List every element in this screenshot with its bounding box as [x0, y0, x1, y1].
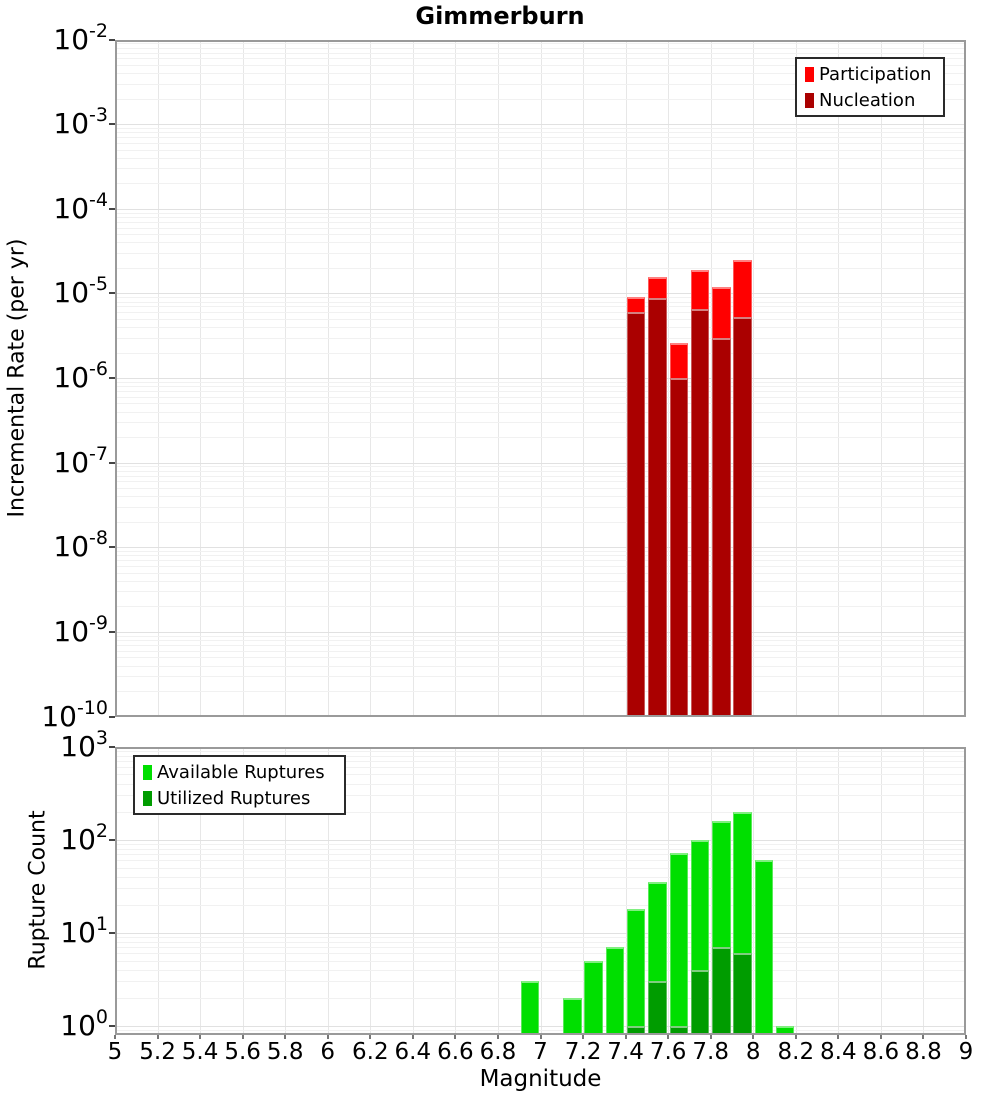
minor-gridline [115, 183, 966, 184]
y-tick-mark [109, 377, 115, 379]
minor-gridline [115, 953, 966, 954]
minor-gridline [115, 640, 966, 641]
bar-available-ruptures [563, 998, 581, 1035]
y-tick-label: $10^{-10}$ [41, 696, 108, 733]
x-tick-mark [327, 1035, 329, 1039]
participation-swatch-icon [805, 67, 814, 82]
minor-gridline [115, 386, 966, 387]
x-tick-label: 8.6 [862, 1039, 900, 1065]
minor-gridline [115, 168, 966, 169]
vertical-gridline [881, 747, 882, 1036]
x-tick-label: 7.4 [607, 1039, 644, 1065]
vertical-gridline [455, 747, 456, 1036]
minor-gridline [115, 143, 966, 144]
minor-gridline [115, 888, 966, 889]
minor-gridline [115, 466, 966, 467]
available-ruptures-swatch-icon [143, 765, 152, 780]
bar-nucleation [648, 298, 666, 716]
minor-gridline [115, 645, 966, 646]
major-gridline [115, 293, 966, 294]
minor-gridline [115, 228, 966, 229]
x-tick-label: 8.2 [777, 1039, 815, 1065]
minor-gridline [115, 942, 966, 943]
y-tick-label: $10^2$ [60, 819, 108, 856]
minor-gridline [115, 522, 966, 523]
minor-gridline [115, 691, 966, 692]
major-gridline [115, 547, 966, 548]
vertical-gridline [838, 747, 839, 1036]
minor-gridline [115, 947, 966, 948]
x-tick-mark [199, 1035, 201, 1039]
rate-legend [795, 57, 945, 117]
x-tick-mark [540, 1035, 542, 1039]
x-tick-mark [667, 1035, 669, 1039]
major-gridline [115, 632, 966, 633]
minor-gridline [115, 844, 966, 845]
minor-gridline [115, 860, 966, 861]
minor-gridline [115, 302, 966, 303]
y-tick-label: $10^{-8}$ [53, 527, 108, 564]
x-tick-mark [412, 1035, 414, 1039]
minor-gridline [115, 937, 966, 938]
minor-gridline [115, 297, 966, 298]
minor-gridline [115, 877, 966, 878]
bar-available-ruptures [606, 947, 624, 1035]
x-tick-label: 6 [320, 1039, 336, 1065]
minor-gridline [115, 651, 966, 652]
bar-utilized-ruptures [648, 981, 666, 1035]
major-gridline [115, 209, 966, 210]
minor-gridline [115, 606, 966, 607]
minor-gridline [115, 222, 966, 223]
legend-item-utilized-ruptures [143, 787, 336, 810]
x-tick-mark [922, 1035, 924, 1039]
legend-label-available-ruptures: Available Ruptures [157, 761, 325, 783]
minor-gridline [115, 481, 966, 482]
y-tick-label: $10^3$ [60, 726, 108, 763]
legend-label-nucleation: Nucleation [819, 89, 916, 111]
x-tick-mark [242, 1035, 244, 1039]
legend-item-nucleation [805, 89, 935, 112]
y-tick-mark [109, 546, 115, 548]
minor-gridline [115, 496, 966, 497]
minor-gridline [115, 905, 966, 906]
minor-gridline [115, 998, 966, 999]
count-legend [133, 755, 346, 815]
x-tick-label: 5.8 [266, 1039, 304, 1065]
minor-gridline [115, 961, 966, 962]
minor-gridline [115, 382, 966, 383]
minor-gridline [115, 560, 966, 561]
bar-available-ruptures [521, 981, 539, 1035]
x-tick-label: 9 [958, 1039, 974, 1065]
minor-gridline [115, 437, 966, 438]
y-tick-label: $10^{-7}$ [53, 442, 108, 479]
x-tick-label: 6.2 [352, 1039, 389, 1065]
minor-gridline [115, 591, 966, 592]
gridlines [115, 40, 966, 717]
minor-gridline [115, 353, 966, 354]
y-tick-label: $10^{-5}$ [53, 273, 108, 310]
x-tick-label: 6.8 [479, 1039, 517, 1065]
minor-gridline [115, 319, 966, 320]
minor-gridline [115, 137, 966, 138]
bar-nucleation [733, 317, 751, 716]
minor-gridline [115, 242, 966, 243]
minor-gridline [115, 48, 966, 49]
legend-label-participation: Participation [819, 63, 932, 85]
y-tick-mark [109, 932, 115, 934]
y-tick-mark [109, 123, 115, 125]
minor-gridline [115, 471, 966, 472]
x-tick-mark [710, 1035, 712, 1039]
bar-utilized-ruptures [627, 1026, 645, 1035]
minor-gridline [115, 868, 966, 869]
x-tick-label: 8 [745, 1039, 761, 1065]
minor-gridline [115, 43, 966, 44]
minor-gridline [115, 327, 966, 328]
minor-gridline [115, 573, 966, 574]
bar-available-ruptures [584, 961, 602, 1035]
x-tick-mark [114, 1035, 116, 1039]
major-gridline [115, 378, 966, 379]
minor-gridline [115, 555, 966, 556]
x-tick-mark [965, 1035, 967, 1039]
minor-gridline [115, 551, 966, 552]
minor-gridline [115, 128, 966, 129]
minor-gridline [115, 306, 966, 307]
bar-utilized-ruptures [670, 1026, 688, 1035]
y-tick-mark [109, 39, 115, 41]
legend-item-available-ruptures [143, 761, 336, 784]
vertical-gridline [413, 747, 414, 1036]
minor-gridline [115, 338, 966, 339]
vertical-gridline [923, 747, 924, 1036]
bar-available-ruptures [776, 1026, 794, 1035]
rate-plot-area [115, 40, 966, 717]
vertical-gridline [498, 747, 499, 1036]
legend-label-utilized-ruptures: Utilized Ruptures [157, 787, 311, 809]
y-tick-label: $10^{-9}$ [53, 611, 108, 648]
minor-gridline [115, 217, 966, 218]
y-tick-mark [109, 839, 115, 841]
x-tick-mark [284, 1035, 286, 1039]
bar-nucleation [670, 378, 688, 717]
y-tick-label: $10^{-4}$ [53, 188, 108, 225]
minor-gridline [115, 636, 966, 637]
minor-gridline [115, 981, 966, 982]
bar-utilized-ruptures [712, 947, 730, 1035]
minor-gridline [115, 676, 966, 677]
bar-available-ruptures [670, 853, 688, 1035]
minor-gridline [115, 422, 966, 423]
minor-gridline [115, 253, 966, 254]
bar-nucleation [691, 309, 709, 717]
x-tick-mark [625, 1035, 627, 1039]
y-tick-mark [109, 716, 115, 718]
minor-gridline [115, 488, 966, 489]
x-tick-label: 7.8 [692, 1039, 729, 1065]
minor-gridline [115, 566, 966, 567]
minor-gridline [115, 391, 966, 392]
y-tick-mark [109, 208, 115, 210]
y-tick-label: $10^{-3}$ [53, 104, 108, 141]
minor-gridline [115, 213, 966, 214]
y-tick-mark [109, 746, 115, 748]
nucleation-swatch-icon [805, 93, 814, 108]
y-tick-label: $10^0$ [60, 1005, 108, 1042]
major-gridline [115, 124, 966, 125]
minor-gridline [115, 132, 966, 133]
x-tick-label: 8.8 [905, 1039, 942, 1065]
x-tick-mark [582, 1035, 584, 1039]
y-tick-label: $10^{-6}$ [53, 358, 108, 394]
y-tick-mark [109, 631, 115, 633]
x-tick-mark [369, 1035, 371, 1039]
x-tick-mark [795, 1035, 797, 1039]
minor-gridline [115, 849, 966, 850]
bar-available-ruptures [755, 860, 773, 1035]
x-tick-label: 5 [107, 1039, 123, 1065]
legend-item-participation [805, 63, 935, 86]
minor-gridline [115, 476, 966, 477]
minor-gridline [115, 150, 966, 151]
minor-gridline [115, 854, 966, 855]
minor-gridline [115, 312, 966, 313]
major-gridline [115, 1026, 966, 1027]
major-gridline [115, 463, 966, 464]
bar-available-ruptures [627, 909, 645, 1035]
minor-gridline [115, 1030, 966, 1031]
minor-gridline [115, 507, 966, 508]
x-tick-label: 5.4 [181, 1039, 219, 1065]
x-tick-mark [880, 1035, 882, 1039]
y-tick-mark [109, 292, 115, 294]
vertical-gridline [796, 747, 797, 1036]
y-axis-label-incremental-rate: Incremental Rate (per yr) [4, 238, 30, 518]
x-tick-label: 7.6 [649, 1039, 687, 1065]
minor-gridline [115, 268, 966, 269]
x-tick-label: 8.4 [820, 1039, 857, 1065]
x-tick-mark [157, 1035, 159, 1039]
minor-gridline [115, 581, 966, 582]
minor-gridline [115, 403, 966, 404]
y-tick-mark [109, 462, 115, 464]
x-tick-mark [454, 1035, 456, 1039]
bar-nucleation [712, 338, 730, 717]
bar-utilized-ruptures [691, 970, 709, 1035]
y-tick-label: $10^1$ [60, 912, 108, 949]
minor-gridline [115, 657, 966, 658]
x-tick-label: 5.2 [139, 1039, 176, 1065]
y-axis-label-rupture-count: Rupture Count [25, 810, 51, 970]
major-gridline [115, 840, 966, 841]
minor-gridline [115, 158, 966, 159]
vertical-gridline [370, 747, 371, 1036]
x-tick-label: 5.6 [224, 1039, 261, 1065]
minor-gridline [115, 397, 966, 398]
minor-gridline [115, 53, 966, 54]
x-tick-mark [752, 1035, 754, 1039]
minor-gridline [115, 666, 966, 667]
minor-gridline [115, 234, 966, 235]
x-tick-mark [497, 1035, 499, 1039]
y-tick-mark [109, 1025, 115, 1027]
utilized-ruptures-swatch-icon [143, 791, 152, 806]
x-tick-label: 6.6 [437, 1039, 474, 1065]
minor-gridline [115, 751, 966, 752]
bar-utilized-ruptures [733, 953, 751, 1035]
x-tick-label: 6.4 [394, 1039, 432, 1065]
x-tick-mark [837, 1035, 839, 1039]
x-tick-label: 7.2 [564, 1039, 602, 1065]
vertical-gridline [541, 747, 542, 1036]
chart-title: Gimmerburn [415, 2, 585, 30]
y-tick-label: $10^{-2}$ [53, 19, 108, 56]
x-axis-label-magnitude: Magnitude [479, 1066, 602, 1092]
x-tick-label: 7 [533, 1039, 548, 1065]
bar-nucleation [627, 312, 645, 716]
minor-gridline [115, 412, 966, 413]
major-gridline [115, 933, 966, 934]
minor-gridline [115, 970, 966, 971]
